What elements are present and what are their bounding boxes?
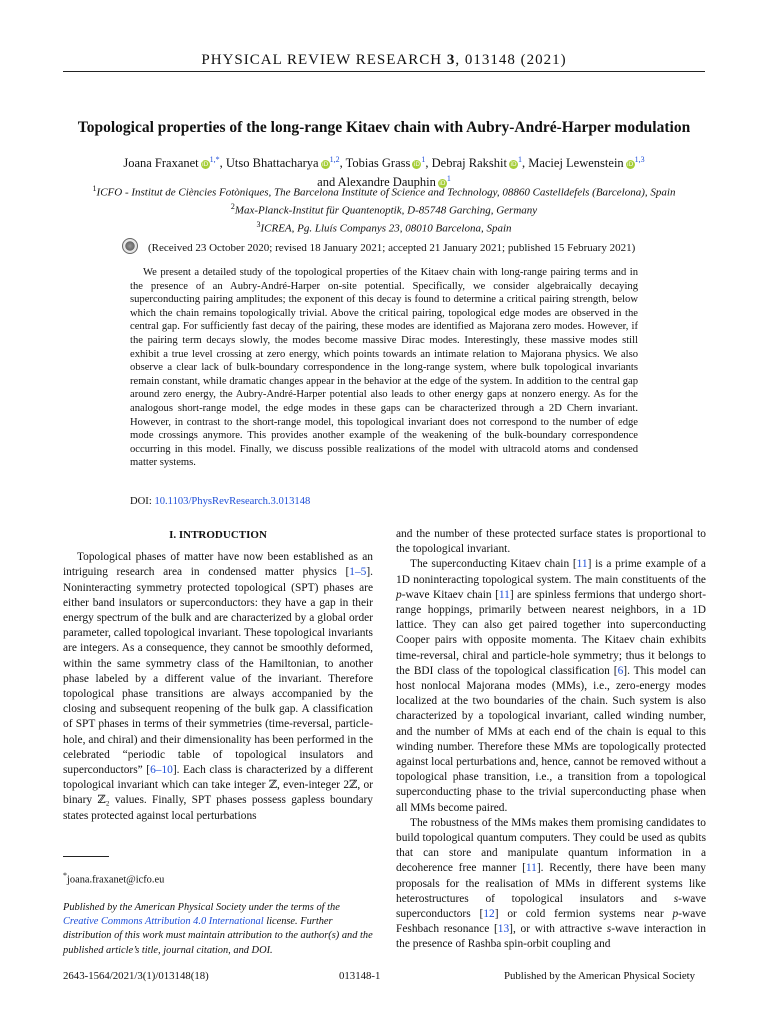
- author-affiliation-marker[interactable]: 1,*: [209, 155, 220, 164]
- author-name: Debraj Rakshit: [431, 156, 507, 171]
- intro-paragraph-1: Topological phases of matter have now been established as an intriguing research area in condensed matter physics [1–5]. Noninteracting symmetry protected topological (SPT) phases are either band insulators or superconductors: they have a gap in their energy spectrum of the bulk and are characterized by a global order parameter, called topological invariant. These topological invariants are integers. As a consequence, they cannot be smoothly deformed, within the same symmetry class of the Hamiltonian, to another phase labeled by a different value of the invariant. Therefore topological phase transitions are always accompanied by the closing and subsequent reopening of the bulk gap. A classification of SPT phases in terms of their symmetries (time-reversal, particle-hole, and chiral) and their dimensionality has been performed in the celebrated “periodic table of topological insulators and superconductors” [6–10]. Each class is characterized by a different topological invariant which can take integer ℤ, even-integer 2ℤ, or binary ℤ₂ values. Finally, SPT phases possess gapless boundary states protected against local perturbations: [63, 551, 373, 822]
- paper-title: Topological properties of the long-range Kitaev chain with Aubry-André-Harper modulation: [77, 119, 691, 136]
- journal-header: [0, 52, 768, 69]
- affiliation: $^1$ICFO - Institut de Ciències Fotòniques, The Barcelona Institute of Science and Technology, 08860 Castelldefels (Barcelona), Spain: [92, 184, 676, 199]
- author-affiliation-marker[interactable]: 1: [517, 155, 522, 164]
- license-notice: [63, 901, 375, 958]
- license-post: license. Further distribution of this work must maintain attribution to the author(s) and the published article’s title, journal citation, and DOI.: [63, 916, 373, 956]
- citation-link[interactable]: 6–10: [150, 764, 173, 777]
- citation-link[interactable]: 6: [617, 664, 624, 677]
- header-rule: [63, 71, 705, 72]
- license-link[interactable]: Creative Commons Attribution 4.0 International: [63, 916, 264, 928]
- intro-paragraph-2: The superconducting Kitaev chain [11] is a prime example of a 1D noninteracting topological system. The main constituents of the p-wave Kitaev chain [11] are spinless fermions that undergo short-range hoppings, primarily between nearest neighbors, in a 1D lattice. They can also get paired together into superconducting Cooper pairs with opposite momenta. The Kitaev chain exhibits time-reversal, chiral and particle-hole symmetry; thus it belongs to the BDI class of the topological classification [6]. This model can host nonlocal Majorana modes (MMs), i.e., zero-energy modes localized at the two boundaries of the chain. Such system is also characterized by a topological invariant, called winding number, and the number of MMs at each end of the chain is equal to this winding number. Therefore these MMs are topologically protected against local perturbations and, hence, cannot be removed without a topological phase transition, i.e., a transition from a topological superconducting phase to the trivial superconducting phase when all MMs become paired.: [396, 558, 706, 814]
- citation-link[interactable]: 11: [498, 588, 510, 601]
- italic-symbol: p: [672, 908, 679, 921]
- doi-link[interactable]: 10.1103/PhysRevResearch.3.013148: [154, 496, 311, 507]
- affiliation-number: 1: [92, 184, 97, 193]
- right-column: [396, 527, 706, 953]
- citation-link[interactable]: 11: [525, 862, 537, 875]
- citation-link[interactable]: 13: [497, 923, 510, 936]
- intro-paragraph-continued: and the number of these protected surface states is proportional to the topological invariant.: [396, 528, 706, 556]
- affiliation-number: 3: [256, 220, 261, 230]
- author-name: Tobias Grass: [345, 156, 411, 171]
- footer-page-number: 013148-1: [339, 970, 381, 982]
- italic-symbol: s: [606, 923, 612, 936]
- italic-symbol: s: [673, 892, 679, 905]
- author-affiliation-marker[interactable]: 1: [421, 155, 426, 164]
- author-name: Utso Bhattacharya: [225, 156, 319, 171]
- license-pre: Published by the American Physical Society under the terms of the: [63, 902, 340, 913]
- orcid-icon[interactable]: iD: [510, 161, 517, 169]
- orcid-icon[interactable]: iD: [321, 161, 329, 169]
- affiliation-number: 2: [230, 202, 235, 212]
- author-affiliation-marker[interactable]: 1: [446, 174, 451, 184]
- doi-label: DOI:: [130, 496, 152, 507]
- author-list: Joana Fraxanet $iD^{1,*}$, Utso Bhattacharya iD$^{1,2}$, Tobias Grass $iD^1$, Debraj Rakshit $iD^1$, Maciej Lewenstein iD$^{1,3}$ and Alexandre Dauphin $iD^1$: [123, 155, 645, 190]
- footnote-mark: *: [63, 871, 67, 880]
- italic-symbol: p: [396, 588, 402, 601]
- footnote: [63, 871, 373, 885]
- left-column: [63, 528, 373, 824]
- author-name: Maciej Lewenstein: [528, 156, 624, 171]
- orcid-icon[interactable]: iD: [413, 161, 421, 169]
- citation-link[interactable]: 1–5: [349, 566, 367, 579]
- orcid-icon[interactable]: iD: [627, 161, 634, 169]
- journal-volume: 3: [446, 52, 456, 68]
- abstract: We present a detailed study of the topological properties of the Kitaev chain with long-range pairing terms and in the presence of an Aubry-André-Harper on-site potential. Specifically, we consider algebraically decaying superconducting pairing amplitudes; the exponent of this decay is found to determine a critical pairing strength, below which the chain remains topologically trivial. Above the critical pairing, topological edge modes are observed in the central gap. For sufficiently fast decay of the pairing, these modes are identified as Majorana zero modes. However, if the pairing term decays slowly, the modes become massive Dirac modes. Interestingly, these massive modes still exhibit a true level crossing at zero energy, which points towards an intimate relation to Majorana physics. We also observe a clear lack of bulk-boundary correspondence in the long-range system, where bulk topological invariants remain constant, while dramatic changes appear in the behavior at the edge of the system. In addition to the central gap around zero energy, the Aubry-André-Harper potential also leads to other energy gaps at nonzero energy. As for the analogous short-range model, the edge modes in these gaps can be characterized through a 2D Chern invariant. However, in contrast to the short-range model, this topological invariant does not correspond to the number of edge mode crossings anymore. This provides another example of the weakening of the bulk-boundary correspondence occurring in this model. Finally, we discuss possible realizations of the model with ultracold atoms and condensed matter systems.: [130, 267, 638, 469]
- corresponding-email: joana.fraxanet@icfo.eu: [67, 874, 165, 886]
- intro-paragraph-3: The robustness of the MMs makes them promising candidates to build topological quantum computers. They could be used as qubits that can store and manipulate quantum information in a decoherence free manner [11]. Recently, there have been many proposals for the realisation of MMs in different systems like heterostructures of topological insulators and s-wave superconductors [12] or cold fermion systems near p-wave Feshbach resonance [13], or with attractive s-wave interaction in the presence of Rashba spin-orbit coupling and: [396, 816, 706, 951]
- orcid-icon[interactable]: iD: [202, 161, 209, 169]
- received-dates: [122, 238, 682, 254]
- affiliation: $^3$ICREA, Pg. Lluís Companys 23, 08010 Barcelona, Spain: [256, 220, 512, 235]
- article-number: , 013148 (2021): [455, 52, 567, 68]
- affiliation: $^2$Max-Planck-Institut für Quantenoptik, D-85748 Garching, Germany: [230, 202, 538, 217]
- footer-publisher: Published by the American Physical Society: [504, 970, 696, 982]
- author-name: Joana Fraxanet: [123, 156, 199, 171]
- check-for-updates-icon[interactable]: [122, 238, 138, 254]
- journal-name: PHYSICAL REVIEW RESEARCH: [201, 52, 443, 68]
- author-affiliation-marker[interactable]: 1,3: [634, 155, 645, 164]
- footnote-rule: [63, 856, 109, 857]
- author-affiliation-marker[interactable]: 1,2: [329, 155, 340, 164]
- orcid-icon[interactable]: iD: [439, 180, 446, 188]
- citation-link[interactable]: 11: [576, 558, 588, 571]
- footer-issn: 2643-1564/2021/3(1)/013148(18): [63, 970, 209, 982]
- citation-link[interactable]: 12: [483, 908, 495, 921]
- doi-line: [130, 496, 310, 507]
- author-name: Alexandre Dauphin: [337, 175, 436, 190]
- section-heading: I. INTRODUCTION: [169, 529, 267, 541]
- received-text: (Received 23 October 2020; revised 18 January 2021; accepted 21 January 2021; published 15 February 2021): [148, 242, 636, 254]
- affiliation-list: [40, 182, 728, 236]
